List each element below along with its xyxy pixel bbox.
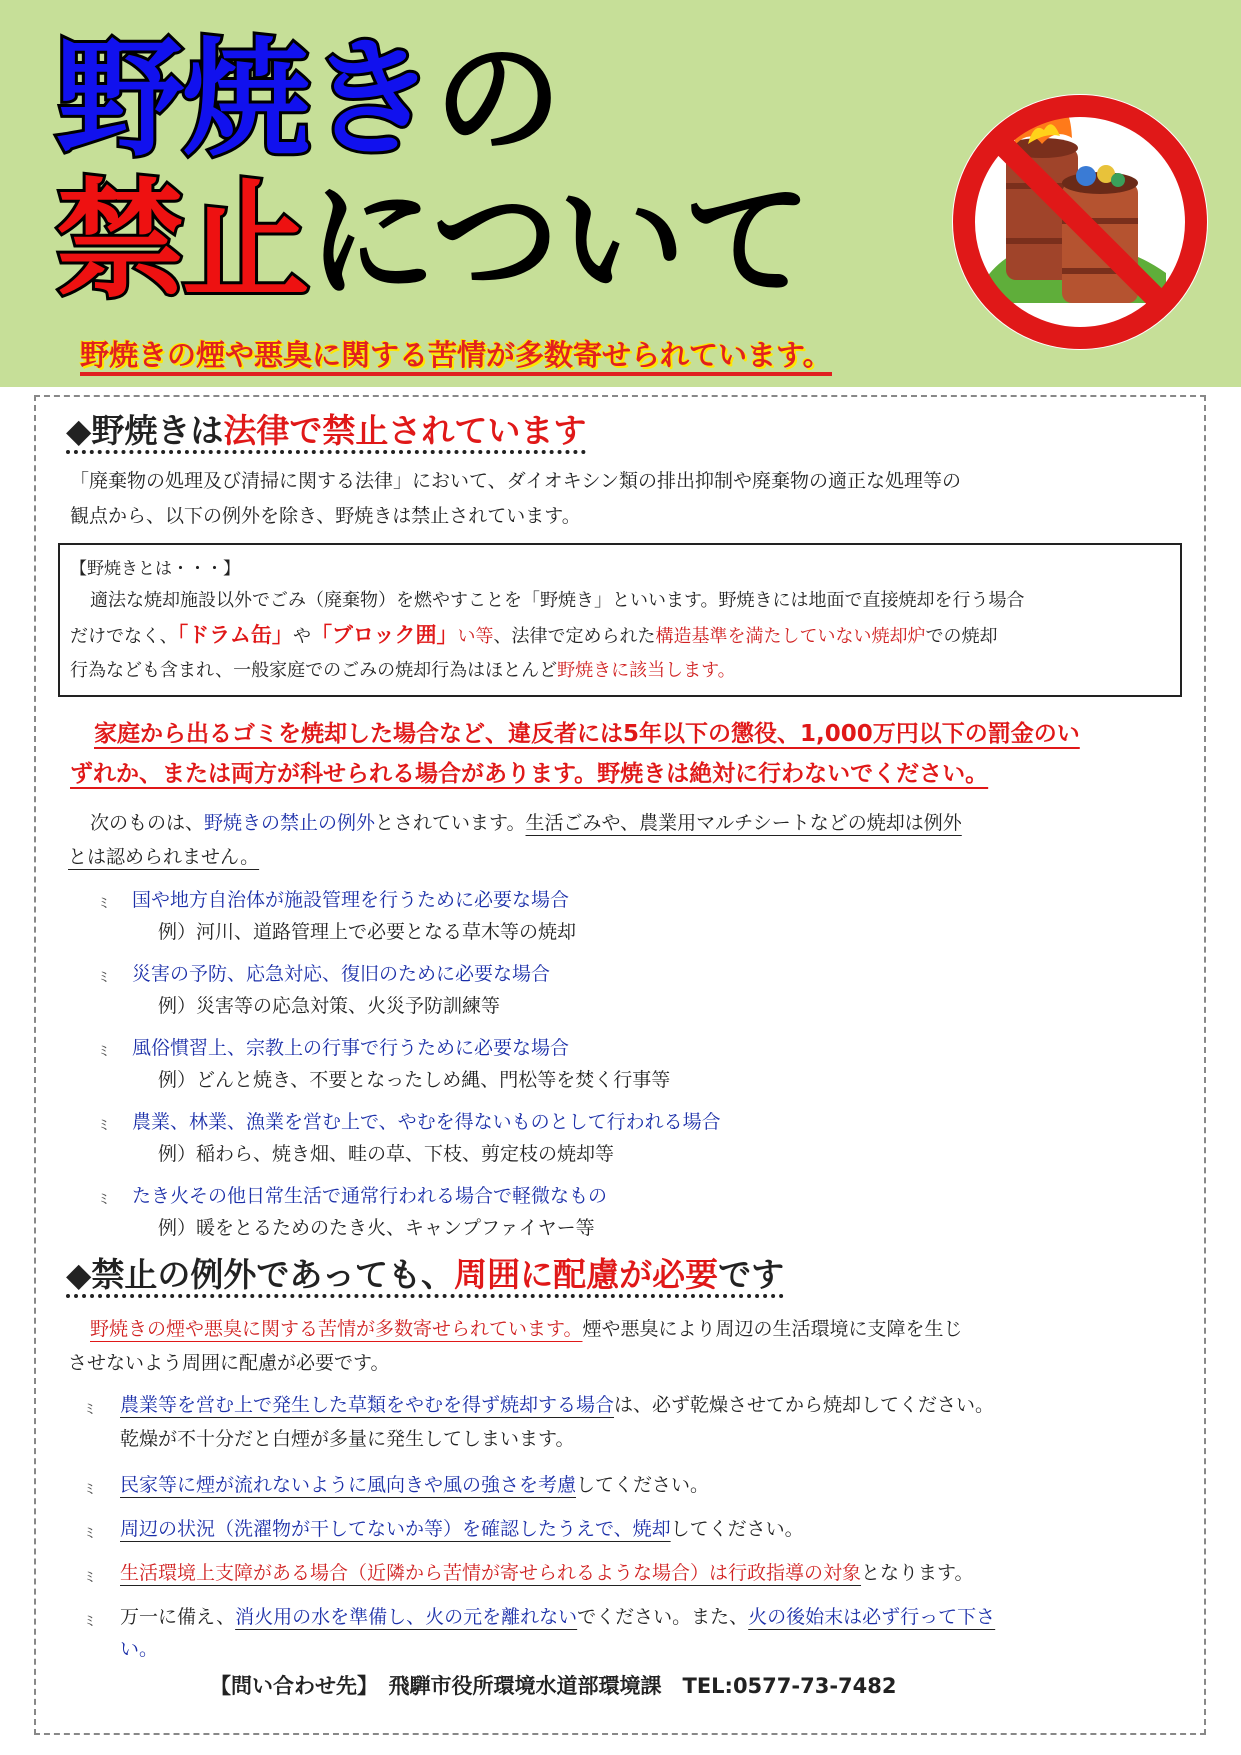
caution-emphasis: 周辺の状況（洗濯物が干してないか等）を確認したうえで、焼却	[120, 1518, 671, 1540]
caution-item	[120, 1468, 709, 1503]
caution-emphasis: 生活環境上支障がある場合（近隣から苦情が寄せられるような場合）は行政指導の対象	[120, 1562, 862, 1584]
title-no: の	[434, 25, 561, 174]
def-text: 行為なども含まれ、一般家庭でのごみの焼却行為はほとんど	[70, 660, 558, 681]
section2-intro-2: させないよう周囲に配慮が必要です。	[68, 1352, 390, 1374]
exception-example: 例）暖をとるためのたき火、キャンプファイヤー等	[158, 1217, 595, 1239]
def-text: での焼却	[925, 626, 998, 647]
bullet-icon: ﾐ	[86, 1612, 94, 1630]
bullet-icon: ﾐ	[100, 968, 108, 986]
warning-line-1: 家庭から出るゴミを焼却した場合など、違反者には5年以下の懲役、1,000万円以下の罰金のい	[94, 721, 1080, 747]
complaints-text: 野焼きの煙や悪臭に関する苦情が多数寄せられています。	[90, 1318, 583, 1340]
section-heading-law	[66, 412, 586, 454]
def-drum: 「ドラム缶」	[177, 623, 293, 647]
caution-text: してください。	[576, 1474, 710, 1496]
exception-example: 例）どんと焼き、不要となったしめ縄、門松等を焚く行事等	[158, 1069, 671, 1091]
definition-heading: 【野焼きとは・・・】	[70, 559, 240, 579]
intro-not-exception-2: とは認められません。	[68, 846, 260, 868]
exception-example: 例）災害等の応急対策、火災予防訓練等	[158, 995, 501, 1017]
caution-item	[120, 1512, 804, 1547]
heading-part: ◆禁止の例外であっても、	[66, 1255, 455, 1294]
exception-item: 風俗慣習上、宗教上の行事で行うために必要な場合	[132, 1037, 570, 1059]
bullet-icon: ﾐ	[86, 1480, 94, 1498]
caution-emphasis: 民家等に煙が流れないように風向きや風の強さを考慮	[120, 1474, 577, 1496]
heading-emphasis: 法律で禁止されています	[223, 411, 587, 450]
bullet-icon: ﾐ	[86, 1400, 94, 1418]
bullet-icon: ﾐ	[100, 894, 108, 912]
exception-example: 例）稲わら、焼き畑、畦の草、下枝、剪定枝の焼却等	[158, 1143, 615, 1165]
caution-item-cont	[120, 1632, 158, 1667]
bullet-icon: ﾐ	[86, 1524, 94, 1542]
contact-info: 【問い合わせ先】 飛騨市役所環境水道部環境課 TEL:0577-73-7482	[210, 1674, 897, 1698]
bullet-icon: ﾐ	[100, 1116, 108, 1134]
def-text: だけでなく、	[70, 626, 178, 647]
intro-text: とされています。	[375, 812, 526, 834]
title-kinshi: 禁止	[56, 167, 309, 316]
intro-not-exception: 生活ごみや、農業用マルチシートなどの焼却は例外	[525, 812, 962, 834]
intro-text: 煙や悪臭により周辺の生活環境に支障を生じ	[582, 1318, 963, 1340]
def-text: や	[292, 626, 311, 647]
caution-item	[120, 1600, 995, 1635]
no-burning-icon	[946, 88, 1214, 356]
heading-emphasis: 周囲に配慮が必要	[454, 1255, 719, 1294]
caution-emphasis: 火の後始末は必ず行って下さ	[748, 1606, 996, 1628]
caution-item	[120, 1556, 974, 1591]
def-structure: 構造基準を満たしていない焼却炉	[655, 626, 926, 647]
caution-emphasis: 消火用の水を準備し、火の元を離れない	[235, 1606, 578, 1628]
caution-text: となります。	[861, 1562, 974, 1584]
title-noyaki: 野焼き	[56, 25, 435, 174]
exception-example: 例）河川、道路管理上で必要となる草木等の焼却	[158, 921, 577, 943]
definition-line-1: 適法な焼却施設以外でごみ（廃棄物）を燃やすことを「野焼き」といいます。野焼きには地面で直接焼却を行う場合	[90, 590, 1025, 611]
caution-item-cont: 乾燥が不十分だと白煙が多量に発生してしまいます。	[120, 1428, 575, 1450]
intro-exception: 野焼きの禁止の例外	[204, 812, 376, 834]
def-block: 「ブロック囲」	[310, 623, 458, 647]
bullet-icon: ﾐ	[100, 1042, 108, 1060]
section-heading-consideration	[66, 1256, 784, 1298]
definition-line-3	[70, 653, 736, 688]
bullet-icon: ﾐ	[86, 1568, 94, 1586]
bullet-icon: ﾐ	[100, 1190, 108, 1208]
definition-line-2	[70, 618, 998, 654]
warning-line-2: ずれか、または両方が科せられる場合があります。野焼きは絶対に行わないでください。	[70, 761, 989, 787]
section2-intro-1	[90, 1312, 963, 1347]
penalty-warning	[70, 714, 1080, 794]
caution-text: 万一に備え、	[120, 1606, 236, 1628]
heading-part: ◆野焼きは	[66, 411, 224, 450]
exceptions-intro-2	[68, 840, 259, 875]
intro-line-2: 観点から、以下の例外を除き、野焼きは禁止されています。	[70, 505, 581, 527]
exception-item: たき火その他日常生活で通常行われる場合で軽微なもの	[132, 1185, 608, 1207]
exception-item: 農業、林業、漁業を営む上で、やむを得ないものとして行われる場合	[132, 1111, 721, 1133]
def-applies: 野焼きに該当します。	[557, 660, 736, 681]
caution-emphasis: い。	[120, 1638, 159, 1660]
def-text: い等	[457, 626, 494, 647]
title-line-2	[56, 167, 810, 316]
def-text: 、法律で定められた	[493, 626, 656, 647]
heading-part: です	[718, 1255, 785, 1294]
caution-emphasis: 農業等を営む上で発生した草類をやむを得ず焼却する場合	[120, 1394, 615, 1416]
title-nitsuite: について	[308, 167, 810, 316]
caution-text: でください。また、	[577, 1606, 749, 1628]
caution-text: は、必ず乾燥させてから焼却してください。	[614, 1394, 995, 1416]
exceptions-intro-1	[90, 806, 962, 841]
intro-line-1: 「廃棄物の処理及び清掃に関する法律」において、ダイオキシン類の排出抑制や廃棄物の適正な処理等の	[70, 470, 962, 492]
exception-item: 災害の予防、応急対応、復旧のために必要な場合	[132, 963, 551, 985]
title-line-1	[56, 25, 561, 174]
intro-text: 次のものは、	[90, 812, 205, 834]
header-banner	[0, 0, 1241, 387]
subtitle: 野焼きの煙や悪臭に関する苦情が多数寄せられています。	[80, 340, 832, 376]
exception-item: 国や地方自治体が施設管理を行うために必要な場合	[132, 889, 570, 911]
caution-text: してください。	[670, 1518, 804, 1540]
caution-item	[120, 1388, 994, 1423]
